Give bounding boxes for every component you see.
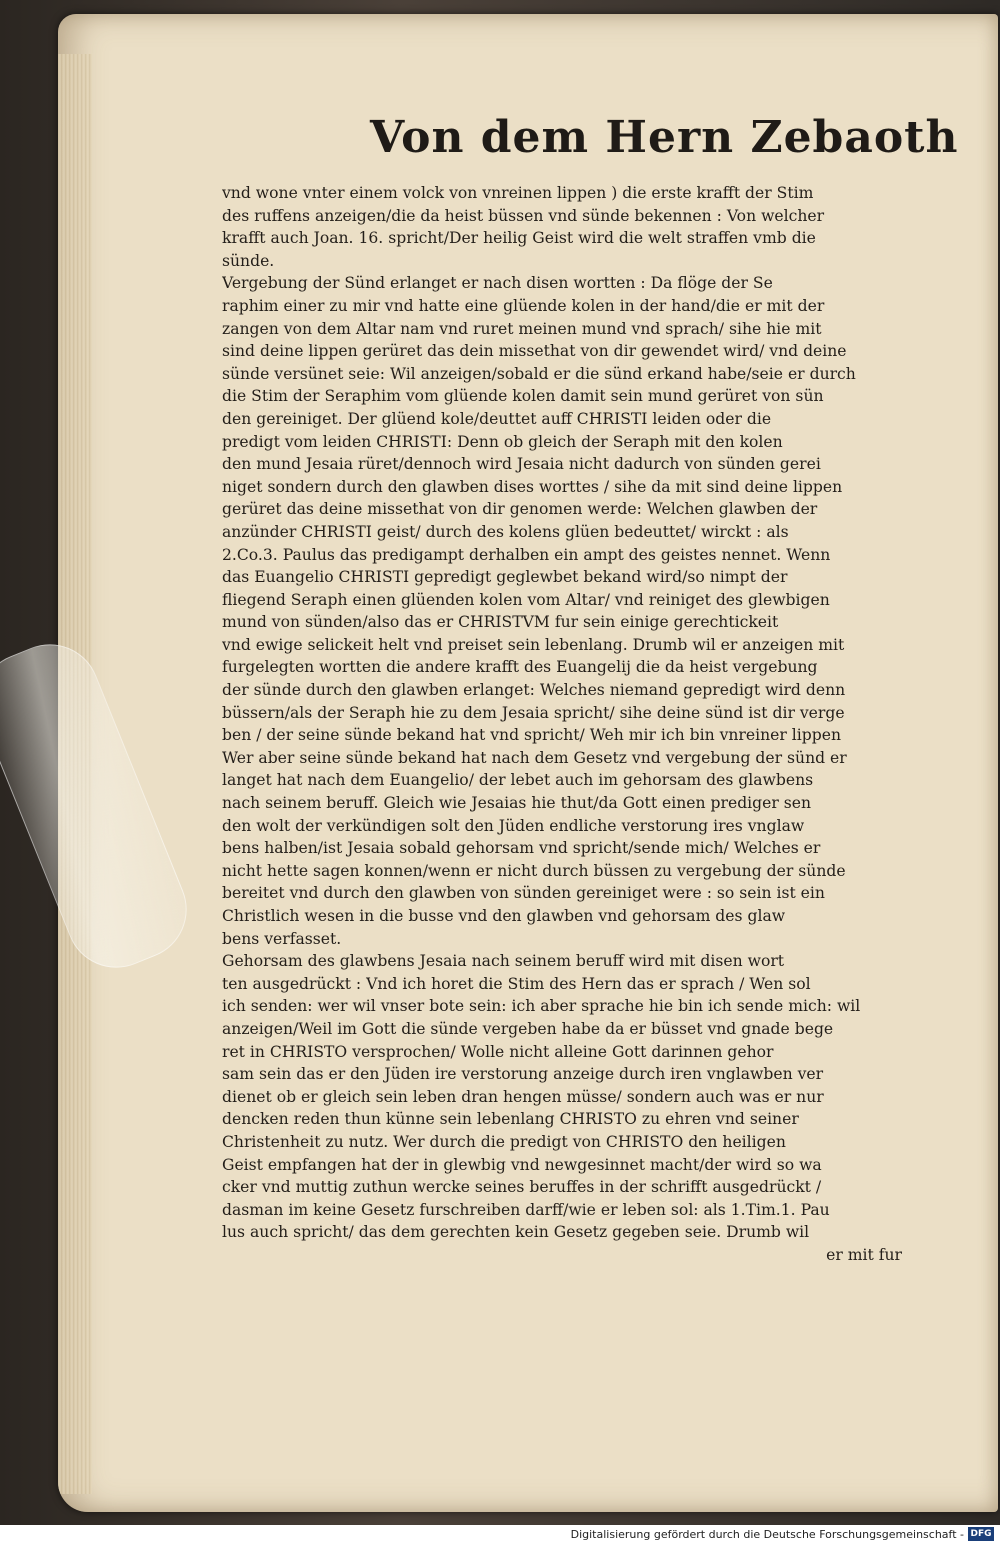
text-line: ich senden: wer wil vnser bote sein: ich aber sprache hie bin ich sende mich: wil [222, 997, 861, 1016]
text-line: sam sein das er den Jüden ire verstorung anzeige durch iren vnglawben ver [222, 1065, 824, 1084]
text-line: des ruffens anzeigen/die da heist büssen vnd sünde bekennen : Von welcher [222, 206, 825, 225]
text-line: sind deine lippen gerüret das dein missethat von dir gewendet wird/ vnd deine [222, 342, 847, 361]
text-line: bens verfasset. [222, 929, 342, 948]
text-line: langet hat nach dem Euangelio/ der lebet auch im gehorsam des glawbens [222, 771, 814, 790]
text-line: büssern/als der Seraph hie zu dem Jesaia spricht/ sihe deine sünd ist dir verge [222, 703, 845, 722]
text-line: krafft auch Joan. 16. spricht/Der heilig Geist wird die welt straffen vmb die [222, 229, 816, 248]
catchword: er mit fur [826, 1245, 902, 1264]
text-line: bereitet vnd durch den glawben von sünden gereiniget were : so sein ist ein [222, 884, 825, 903]
text-line: Geist empfangen hat der in glewbig vnd newgesinnet macht/der wird so wa [222, 1155, 822, 1174]
text-line: 2.Co.3. Paulus das predigampt derhalben ein ampt des geistes nennet. Wenn [222, 545, 831, 564]
text-line: bens halben/ist Jesaia sobald gehorsam vnd spricht/sende mich/ Welches er [222, 839, 821, 858]
dfg-logo: DFG [968, 1527, 994, 1541]
text-line: den gereiniget. Der glüend kole/deuttet auff CHRISTI leiden oder die [222, 409, 772, 428]
text-line: niget sondern durch den glawben dises worttes / sihe da mit sind deine lippen [222, 477, 843, 496]
text-line: predigt vom leiden CHRISTI: Denn ob gleich der Seraph mit den kolen [222, 432, 783, 451]
text-line: ben / der seine sünde bekand hat vnd spricht/ Weh mir ich bin vnreiner lippen [222, 726, 841, 745]
text-line: cker vnd muttig zuthun wercke seines beruffes in der schrifft ausgedrückt / [222, 1178, 822, 1197]
text-line: zangen von dem Altar nam vnd ruret meinen mund vnd sprach/ sihe hie mit [222, 319, 822, 338]
text-line: dasman im keine Gesetz furschreiben darff/wie er leben sol: als 1.Tim.1. Pau [222, 1200, 830, 1219]
text-line: anzünder CHRISTI geist/ durch des kolens glüen bedeuttet/ wirckt : als [222, 522, 789, 541]
text-line: nach seinem beruff. Gleich wie Jesaias hie thut/da Gott einen prediger sen [222, 794, 812, 813]
text-line: ten ausgedrückt : Vnd ich horet die Stim des Hern das er sprach / Wen sol [222, 974, 811, 993]
text-line: furgelegten wortten die andere krafft des Euangelij die da heist vergebung [222, 658, 818, 677]
text-line: sünde. [222, 251, 275, 270]
text-line: sünde versünet seie: Wil anzeigen/sobald er die sünd erkand habe/seie er durch [222, 364, 856, 383]
text-line: vnd ewige selickeit helt vnd preiset sein lebenlang. Drumb wil er anzeigen mit [222, 635, 845, 654]
text-line: der sünde durch den glawben erlanget: Welches niemand gepredigt wird denn [222, 681, 846, 700]
text-line: die Stim der Seraphim vom glüende kolen damit sein mund gerüret von sün [222, 387, 824, 406]
text-line: raphim einer zu mir vnd hatte eine glüende kolen in der hand/die er mit der [222, 296, 825, 315]
text-line: den wolt der verkündigen solt den Jüden endliche verstorung ires vnglaw [222, 816, 805, 835]
text-line: Christenheit zu nutz. Wer durch die predigt von CHRISTO den heiligen [222, 1132, 786, 1151]
text-line: das Euangelio CHRISTI gepredigt geglewbet bekand wird/so nimpt der [222, 568, 788, 587]
text-line: dencken reden thun künne sein lebenlang CHRISTO zu ehren vnd seiner [222, 1110, 799, 1129]
text-line: gerüret das deine missethat von dir genomen werde: Welchen glawben der [222, 500, 818, 519]
text-line: vnd wone vnter einem volck von vnreinen lippen ) die erste krafft der Stim [222, 184, 814, 202]
body-text [222, 182, 902, 1267]
text-line: Vergebung der Sünd erlanget er nach disen wortten : Da flöge der Se [222, 274, 773, 293]
text-line: nicht hette sagen konnen/wenn er nicht durch büssen zu vergebung der sünde [222, 861, 846, 880]
text-line: mund von sünden/also das er CHRISTVM fur sein einige gerechtickeit [222, 613, 779, 632]
text-line: anzeigen/Weil im Gott die sünde vergeben habe da er büsset vnd gnade bege [222, 1019, 834, 1038]
text-line: Gehorsam des glawbens Jesaia nach seinem beruff wird mit disen wort [222, 952, 785, 971]
text-line: lus auch spricht/ das dem gerechten kein Gesetz gegeben seie. Drumb wil [222, 1223, 810, 1242]
running-head: Von dem Hern Zebaoth [370, 112, 959, 163]
text-line: fliegend Seraph einen glüenden kolen vom Altar/ vnd reiniget des glewbigen [222, 590, 830, 609]
text-line: dienet ob er gleich sein leben dran hengen müsse/ sondern auch was er nur [222, 1087, 824, 1106]
text-line: Christlich wesen in die busse vnd den glawben vnd gehorsam des glaw [222, 907, 786, 925]
text-line: Wer aber seine sünde bekand hat nach dem Gesetz vnd vergebung der sünd er [222, 748, 847, 767]
text-line: ret in CHRISTO versprochen/ Wolle nicht alleine Gott darinnen gehor [222, 1042, 774, 1061]
text-line: den mund Jesaia rüret/dennoch wird Jesaia nicht dadurch von sünden gerei [222, 455, 821, 474]
funding-credit: Digitalisierung gefördert durch die Deutsche Forschungsgemeinschaft - [570, 1528, 964, 1541]
